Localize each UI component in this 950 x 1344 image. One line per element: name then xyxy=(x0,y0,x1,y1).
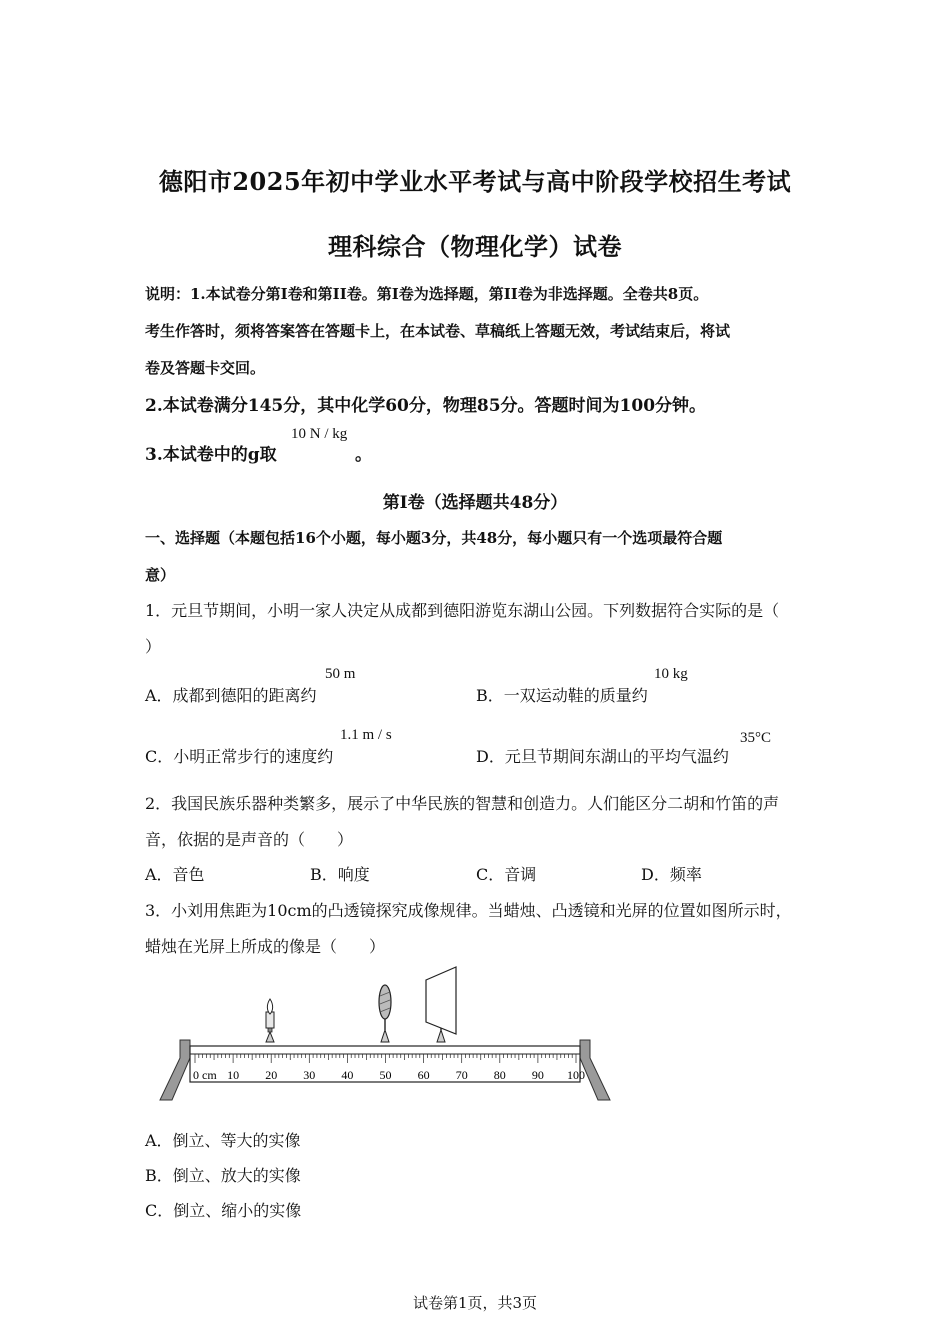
question-3-stem-end: 蜡烛在光屏上所成的像是（ ） xyxy=(145,937,386,956)
left-stand xyxy=(160,1040,190,1100)
optical-bench-figure xyxy=(158,962,618,1107)
question-1-option-d[interactable]: D．元旦节期间东湖山的平均气温约 xyxy=(476,747,729,766)
note-line-4: 2.本试卷满分145分，其中化学60分，物理85分。答题时间为100分钟。 xyxy=(145,396,707,416)
scale-label: 40 xyxy=(341,1068,354,1082)
question-1-option-c[interactable]: C．小明正常步行的速度约 xyxy=(145,747,334,766)
convex-lens xyxy=(379,985,391,1042)
question-2-option-c[interactable]: C．音调 xyxy=(476,865,537,884)
question-2-option-b[interactable]: B．响度 xyxy=(310,865,370,884)
scale-label: 70 xyxy=(455,1068,468,1082)
question-3-option-a[interactable]: A．倒立、等大的实像 xyxy=(145,1131,301,1150)
scale-label: 80 xyxy=(493,1068,506,1082)
exam-title-line2: 理科综合（物理化学）试卷 xyxy=(328,232,622,261)
question-1-option-c-value: 1.1 m / s xyxy=(340,727,392,743)
scale-label: 90 xyxy=(531,1068,544,1082)
scale-label: 0 cm xyxy=(193,1068,217,1082)
question-1-option-a-value: 50 m xyxy=(325,666,356,682)
exam-title-line1: 德阳市2025年初中学业水平考试与高中阶段学校招生考试 xyxy=(158,167,792,196)
question-2-stem: 2．我国民族乐器种类繁多，展示了中华民族的智慧和创造力。人们能区分二胡和竹笛的声 xyxy=(145,794,780,813)
note-line-5-end: 。 xyxy=(355,445,372,465)
question-2-stem-end: 音，依据的是声音的（ ） xyxy=(145,830,354,849)
question-2-option-d[interactable]: D．频率 xyxy=(641,865,702,884)
candle-flame xyxy=(267,999,272,1014)
question-1-stem: 1．元旦节期间，小明一家人决定从成都到德阳游览东湖山公园。下列数据符合实际的是（ xyxy=(145,601,780,620)
scale-label: 100 xyxy=(567,1068,585,1082)
note-line-2: 考生作答时，须将答案答在答题卡上，在本试卷、草稿纸上答题无效，考试结束后，将试 xyxy=(145,322,731,340)
scale-label: 20 xyxy=(265,1068,278,1082)
question-2-option-a[interactable]: A．音色 xyxy=(145,865,205,884)
section-heading-line1: 一、选择题（本题包括16个小题，每小题3分，共48分，每小题只有一个选项最符合题 xyxy=(145,529,723,547)
question-1-option-a[interactable]: A．成都到德阳的距离约 xyxy=(145,686,317,705)
question-1-option-b-value: 10 kg xyxy=(654,666,688,682)
scale-label: 50 xyxy=(379,1068,392,1082)
note-line-5: 3.本试卷中的g取 xyxy=(145,445,277,465)
scale-label: 60 xyxy=(417,1068,430,1082)
g-value-unit: 10 N / kg xyxy=(291,426,348,442)
question-3-stem: 3．小刘用焦距为10cm的凸透镜探究成像规律。当蜡烛、凸透镜和光屏的位置如图所示时， xyxy=(145,901,792,920)
page-footer: 试卷第1页，共3页 xyxy=(412,1294,538,1312)
note-line-3: 卷及答题卡交回。 xyxy=(145,359,266,377)
note-line-1: 说明：1.本试卷分第I卷和第II卷。第I卷为选择题，第II卷为非选择题。全卷共8页。 xyxy=(145,285,709,303)
question-3-option-b[interactable]: B．倒立、放大的实像 xyxy=(145,1166,301,1185)
question-3-option-c[interactable]: C．倒立、缩小的实像 xyxy=(145,1201,302,1220)
scale-label: 30 xyxy=(303,1068,316,1082)
section-title: 第I卷（选择题共48分） xyxy=(382,493,568,513)
question-1-stem-end: ） xyxy=(145,637,162,656)
candle xyxy=(266,999,274,1042)
question-1-option-b[interactable]: B．一双运动鞋的质量约 xyxy=(476,686,648,705)
scale-label: 10 xyxy=(227,1068,240,1082)
section-heading-line2: 意） xyxy=(145,566,176,584)
light-screen xyxy=(426,967,456,1042)
question-1-option-d-value: 35°C xyxy=(740,730,772,746)
